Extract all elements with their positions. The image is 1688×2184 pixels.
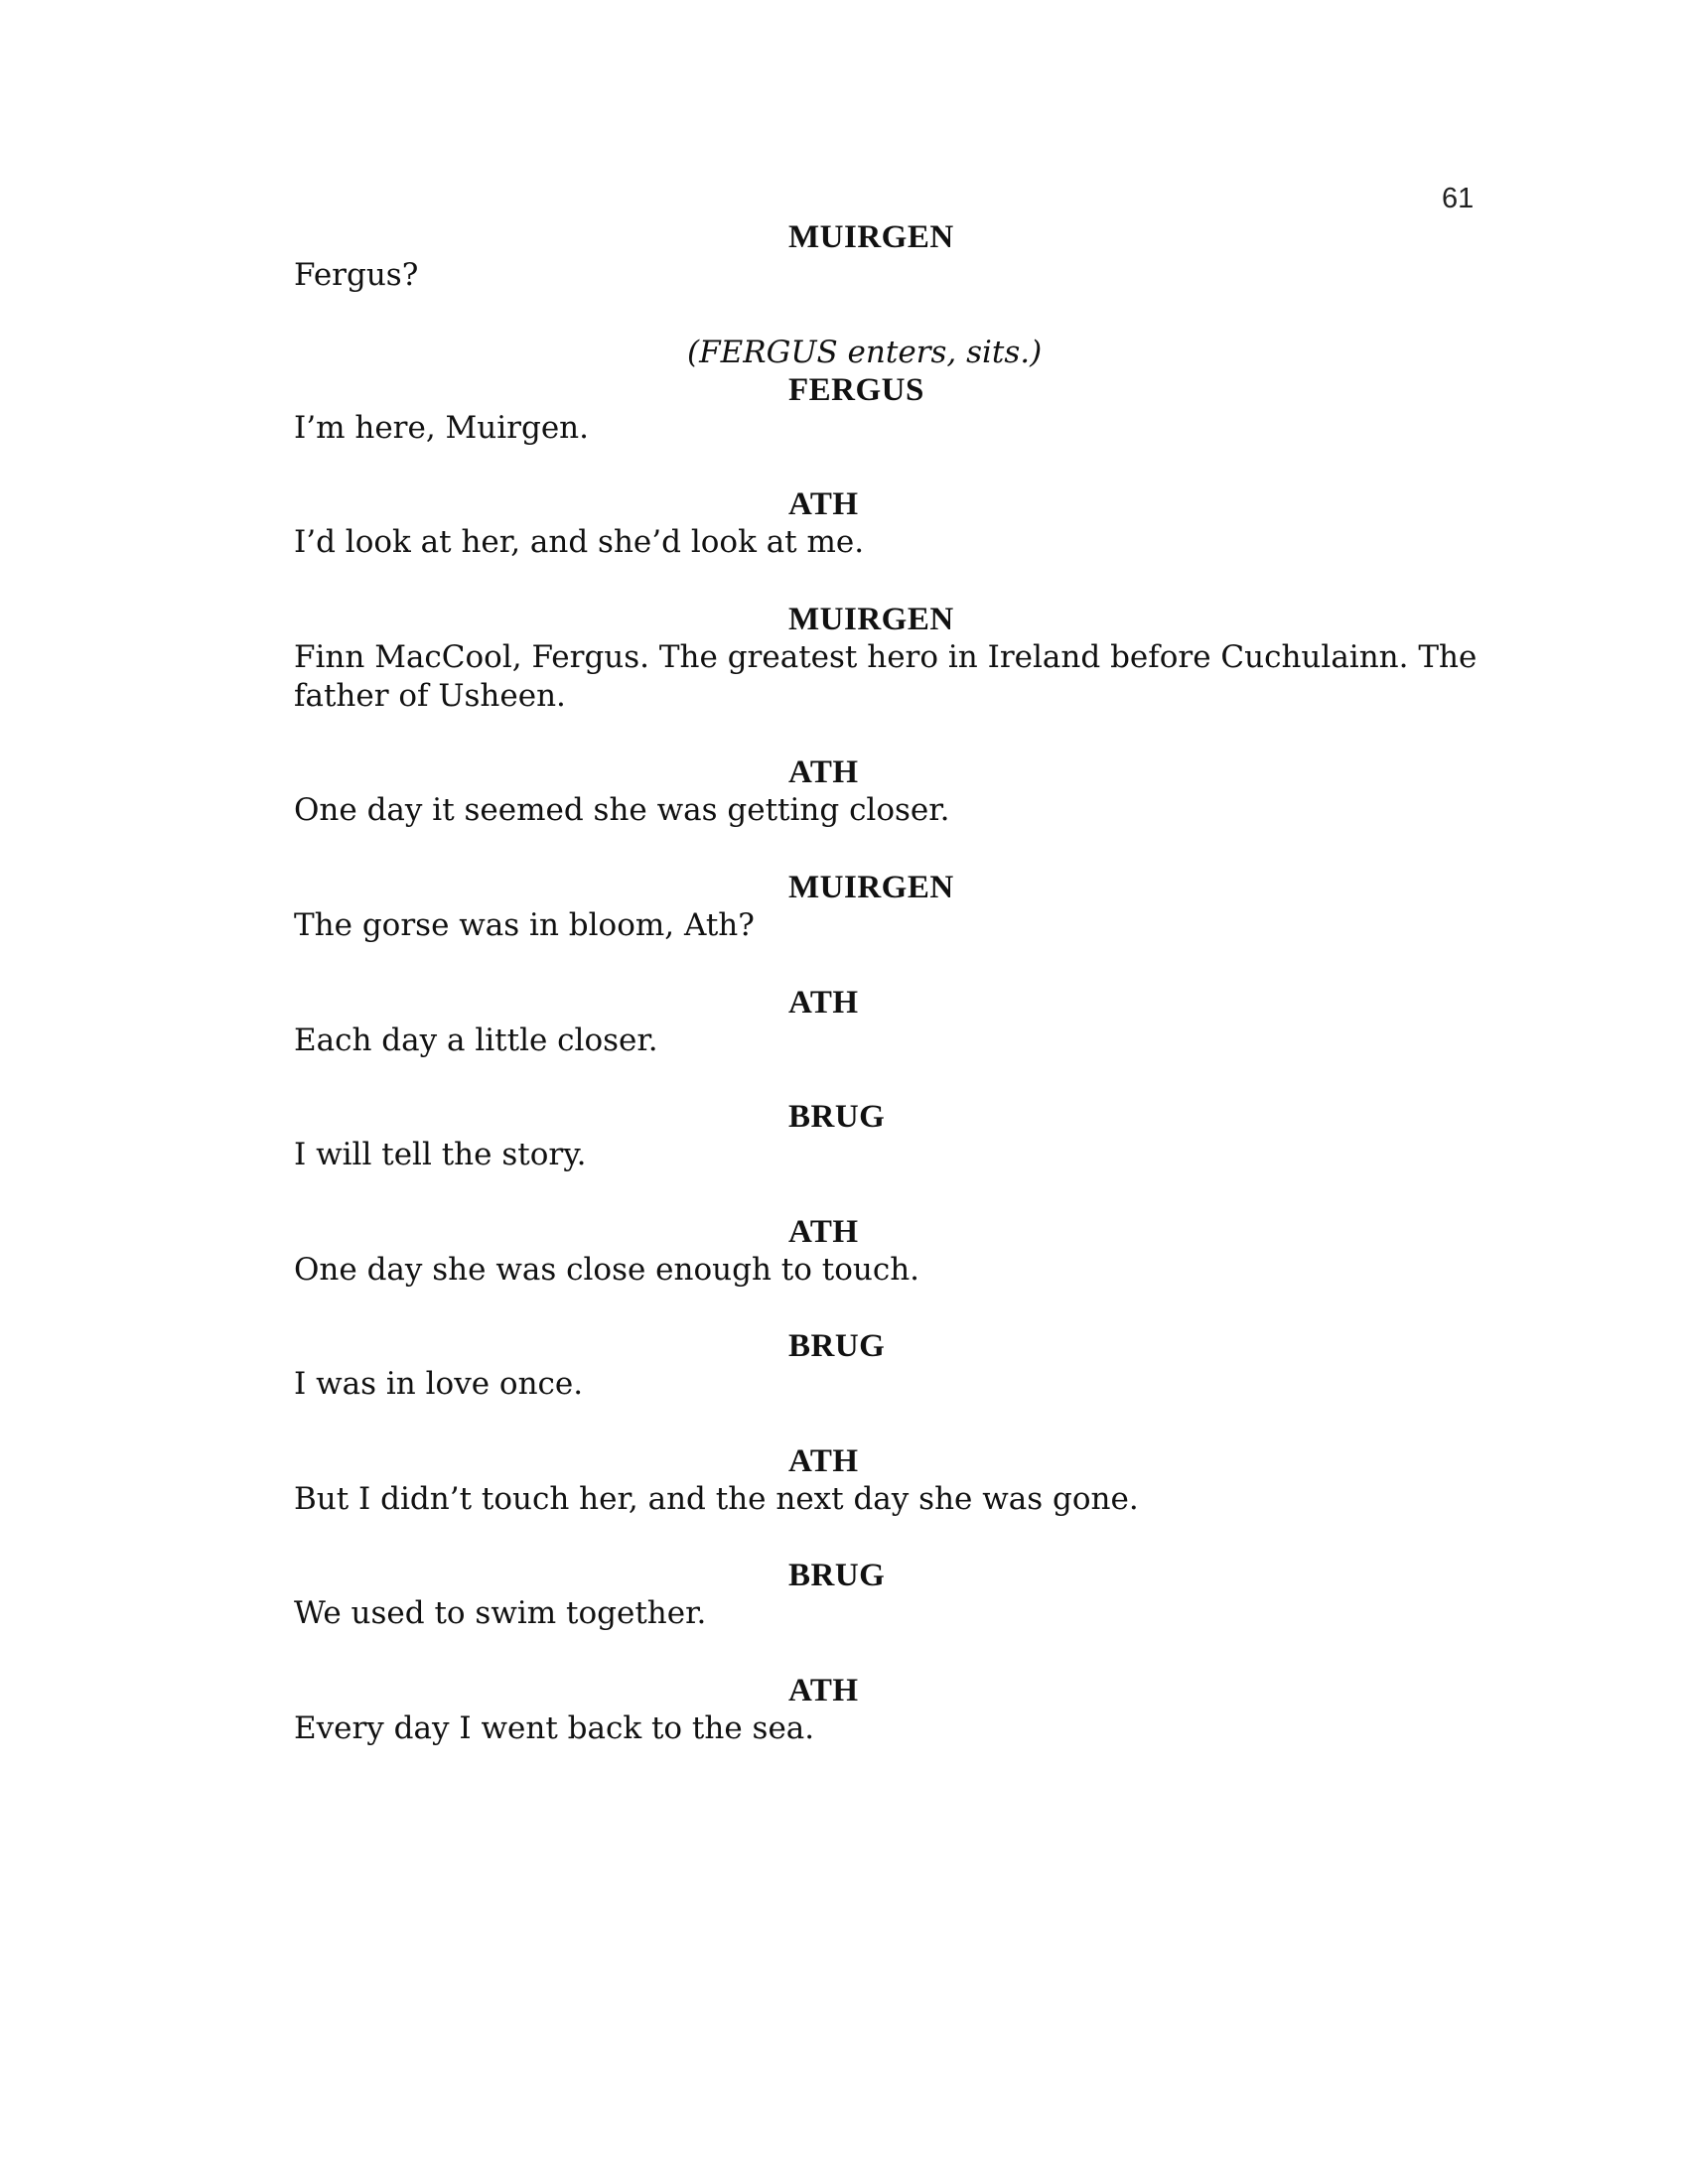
stage-direction: (FERGUS enters, sits.): [687, 335, 1043, 370]
page-number: 61: [1442, 183, 1475, 214]
dialogue-line: But I didn’t touch her, and the next day she was gone.: [294, 1481, 1139, 1517]
speaker-name: MUIRGEN: [788, 602, 954, 637]
dialogue-line: Each day a little closer.: [294, 1023, 658, 1058]
dialogue-line: Every day I went back to the sea.: [294, 1710, 815, 1746]
dialogue-line: Fergus?: [294, 257, 419, 293]
speaker-name: MUIRGEN: [788, 219, 954, 255]
speaker-name: ATH: [788, 754, 859, 790]
speaker-name: ATH: [788, 985, 859, 1021]
speaker-name: ATH: [788, 1443, 859, 1479]
dialogue-line: We used to swim together.: [294, 1595, 707, 1631]
speaker-name: BRUG: [788, 1099, 886, 1135]
speaker-name: FERGUS: [788, 372, 924, 408]
speaker-name: ATH: [788, 1214, 859, 1250]
dialogue-line: I’m here, Muirgen.: [294, 410, 589, 446]
speaker-name: BRUG: [788, 1558, 886, 1593]
dialogue-line: The gorse was in bloom, Ath?: [294, 907, 755, 943]
speaker-name: BRUG: [788, 1328, 886, 1364]
dialogue-line: I will tell the story.: [294, 1137, 587, 1172]
dialogue-line: One day it seemed she was getting closer.: [294, 792, 950, 828]
dialogue-line: One day she was close enough to touch.: [294, 1252, 920, 1288]
speaker-name: ATH: [788, 486, 859, 522]
speaker-name: MUIRGEN: [788, 870, 954, 905]
dialogue-line: I’d look at her, and she’d look at me.: [294, 524, 865, 560]
dialogue-line: Finn MacCool, Fergus. The greatest hero in Ireland before Cuchulainn. The father of Usheen.: [294, 639, 1477, 714]
speaker-name: ATH: [788, 1673, 859, 1708]
dialogue-line: I was in love once.: [294, 1366, 584, 1402]
